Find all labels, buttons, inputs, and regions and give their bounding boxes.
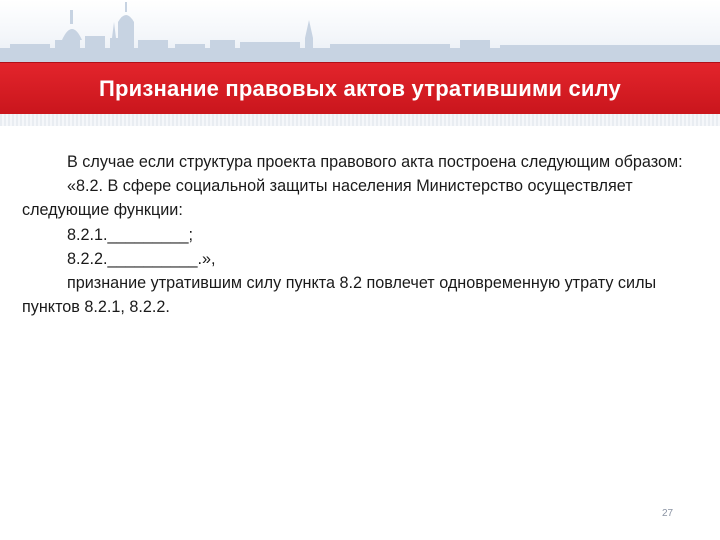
paragraph-intro: В случае если структура проекта правового акта построена следующим образом:: [67, 153, 683, 171]
paragraph-item-8-2-1: 8.2.1._________;: [67, 225, 194, 244]
city-skyline-illustration: [0, 0, 720, 62]
paragraph-conclusion: признание утратившим силу пункта 8.2 повлечет одновременную утрату силы пунктов 8.2.1, 8.2.2.: [22, 274, 657, 317]
slide-body: [22, 150, 702, 319]
header-banner: [0, 0, 720, 62]
slide-title: Признание правовых актов утратившими силу: [99, 76, 621, 101]
title-bar: [0, 62, 720, 116]
page-number: 27: [662, 508, 674, 519]
decorative-strip: [0, 114, 720, 126]
paragraph-item-8-2-2: 8.2.2.__________.»,: [67, 249, 216, 268]
paragraph-quote: «8.2. В сфере социальной защиты населения Министерство осуществляет следующие функции:: [22, 177, 633, 220]
